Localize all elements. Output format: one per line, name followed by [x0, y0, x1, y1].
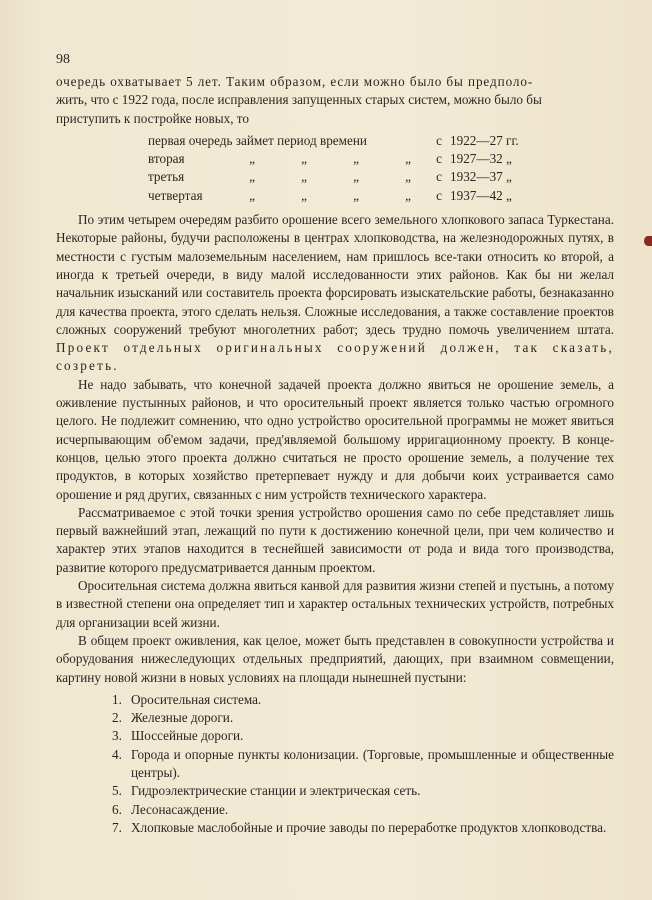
schedule-years: 1922—27 гг. [450, 132, 519, 148]
list-item-number: 3. [112, 728, 122, 744]
list-item [112, 709, 614, 727]
schedule-label: четвертая [148, 187, 203, 203]
schedule-row [148, 187, 519, 205]
schedule-prep: с [436, 151, 442, 167]
ditto-mark: „ [353, 169, 359, 185]
page-edge-mark [644, 236, 652, 246]
list-item-text: Шоссейные дороги. [131, 728, 244, 744]
enterprise-list [112, 691, 614, 837]
schedule-years: 1932—37 „ [450, 169, 512, 185]
list-item [112, 691, 614, 709]
schedule-row [148, 132, 519, 150]
schedule-years: 1927—32 „ [450, 151, 512, 167]
ditto-mark: „ [405, 169, 411, 185]
intro-line-3: приступить к постройке новых, то [56, 110, 249, 126]
schedule-table [148, 132, 519, 205]
schedule-prep: с [436, 169, 442, 185]
page-number: 98 [56, 52, 70, 67]
ditto-mark: „ [301, 169, 307, 185]
schedule-prep: с [436, 132, 442, 148]
paragraph-5: В общем проект оживления, как целое, может быть представлен в совокупности устройства и оборудования нижеследующих отдельных предприятий, дающих, при взаимном совмещении, картину новой жизни в новых условиях на площади нынешней пустыни: [56, 632, 614, 685]
list-item-text: Хлопковые маслобойные и прочие заводы по переработке продуктов хлопководства. [131, 819, 607, 835]
ditto-mark: „ [249, 169, 255, 185]
paragraph-2: Не надо забывать, что конечной задачей проекта должно явиться не орошение земель, а оживление пустынных районов, и что оросительный проект является только частью огромного целого. Не подлежит сомнению, что одно устройство оросительной программы не может явиться исчерпывающим об'емом задачи, пред'являемой большому ирригационному проекту. В конце-концов, целью этого проекта должно считаться не просто орошение земель, а получение тех продуктов, в которых хозяйство претерпевает нужду и для добычи коих устраивается само орошение и ряд других, связанных с ним устройств технического характера. [56, 376, 614, 502]
list-item [112, 819, 614, 837]
list-item-text: Города и опорные пункты колонизации. (Торговые, промышленные и общественные центры). [131, 746, 614, 780]
list-item-number: 4. [112, 746, 122, 762]
list-item-text: Гидроэлектрические станции и электрическая сеть. [131, 783, 421, 799]
schedule-prep: с [436, 187, 442, 203]
ditto-mark: „ [301, 151, 307, 167]
list-item-number: 7. [112, 819, 122, 835]
list-item-number: 5. [112, 783, 122, 799]
list-item [112, 801, 614, 819]
schedule-years: 1937—42 „ [450, 187, 512, 203]
list-item-number: 1. [112, 691, 122, 707]
ditto-mark: „ [405, 151, 411, 167]
list-item-number: 2. [112, 710, 122, 726]
list-item [112, 746, 614, 783]
ditto-mark: „ [249, 151, 255, 167]
intro-line-1: очередь охватывает 5 лет. Таким образом, если можно было бы предполо- [56, 74, 534, 89]
page-body [56, 73, 614, 837]
ditto-mark: „ [353, 151, 359, 167]
intro-line-2: жить, что с 1922 года, после исправления запущенных старых систем, можно было бы [56, 92, 542, 108]
schedule-row [148, 150, 519, 168]
paragraph-1-text: По этим четырем очередям разбито орошение всего земельного хлопкового запаса Туркестана. Некоторые районы, будучи расположены в центрах хлопководства, на железнодорожных путях, в местности с густым малоземельным населением, нам пришлось все-таки относить ко второй, а иногда к третьей очереди, в виду малой исследованности этих районов. Как бы ни желал начальник изысканий или составитель проекта форсировать изыскательские работы, безнаказанно для качества проекта, этого сделать нельзя. Сложные исследования, а также составление проектов сложных сооружений требуют многолетних работ; здесь трудно помочь увеличением штата. [56, 212, 614, 337]
ditto-mark: „ [249, 187, 255, 203]
list-item-text: Лесонасаждение. [131, 801, 229, 817]
list-item-number: 6. [112, 801, 122, 817]
paragraph-1-spaced-text: Проект отдельных оригинальных сооружений должен, так сказать, созреть. [56, 340, 614, 374]
schedule-label: третья [148, 169, 185, 185]
list-item [112, 782, 614, 800]
list-item-text: Железные дороги. [131, 710, 234, 726]
paragraph-4: Оросительная система должна явиться канвой для развития жизни степей и пустынь, а потому в известной степени она определяет тип и характер остальных технических устройств, потребных для организации всей жизни. [56, 578, 614, 630]
ditto-mark: „ [353, 187, 359, 203]
paragraph-3: Рассматриваемое с этой точки зрения устройство орошения само по себе представляет лишь первый важнейший этап, лежащий по пути к достижению конечной цели, при чем количество и характер этих этапов находится в теснейшей зависимости от рода и вида того производства, развитие которого предусматривается данным проектом. [56, 504, 614, 575]
ditto-mark: „ [405, 187, 411, 203]
list-item-text: Оросительная система. [131, 691, 262, 707]
schedule-label: первая очередь займет период времени [148, 132, 367, 148]
intro-paragraph [56, 73, 614, 128]
list-item [112, 727, 614, 745]
paragraph-1 [56, 211, 614, 376]
schedule-row [148, 168, 519, 186]
schedule-label: вторая [148, 151, 185, 167]
ditto-mark: „ [301, 187, 307, 203]
